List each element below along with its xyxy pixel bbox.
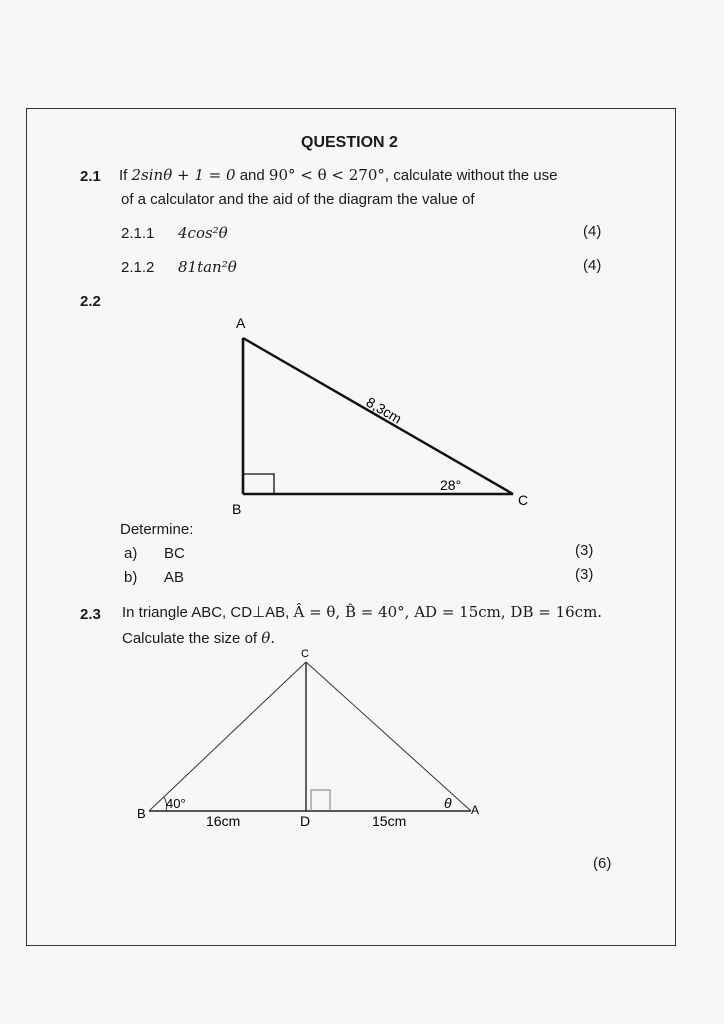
q2-3-givens: Â = θ, B̂ = 40°, AD = 15cm, DB = 16cm. — [293, 603, 603, 621]
q2-2-a-text: BC — [164, 545, 185, 562]
q2-2-b-text: AB — [164, 569, 185, 586]
q2-1-equation: 2sinθ + 1 = 0 — [131, 166, 236, 184]
q2-2-number: 2.2 — [80, 293, 101, 310]
q2-2-a-marks: (3) — [575, 542, 594, 559]
q2-2-determine: Determine: — [120, 521, 194, 538]
vertex-label-c: C — [301, 648, 309, 660]
q2-1-if: If — [119, 167, 132, 184]
q2-1-1-marks: (4) — [583, 223, 602, 240]
q2-2-b-label: b) — [124, 569, 138, 586]
angle-a-label: θ — [444, 795, 452, 811]
bd-length-label: 16cm — [206, 813, 241, 829]
vertex-label-a: A — [236, 315, 246, 331]
hypotenuse-length-label: 8,3cm — [363, 393, 405, 427]
side-ca — [306, 662, 471, 811]
q2-1-1-expression: 4cos²θ — [178, 224, 228, 242]
q2-1-range: 90° < θ < 270° — [268, 166, 385, 184]
side-bc — [149, 662, 306, 811]
q2-1-2-marks: (4) — [583, 257, 602, 274]
q2-2-b-marks: (3) — [575, 566, 594, 583]
q2-3-theta: θ. — [261, 629, 276, 647]
right-angle-mark-d — [311, 790, 330, 811]
vertex-label-c: C — [518, 492, 529, 508]
q2-3-statement: In triangle ABC, CD⊥AB, — [122, 604, 294, 621]
q2-1-and: and — [235, 167, 269, 184]
angle-c-label: 28° — [440, 477, 462, 493]
vertex-label-b: B — [137, 806, 146, 821]
q2-1-rest: , calculate without the use — [384, 167, 558, 184]
vertex-label-b: B — [232, 501, 242, 517]
da-length-label: 15cm — [372, 813, 407, 829]
q2-3-number: 2.3 — [80, 606, 101, 623]
q2-1-2-number: 2.1.2 — [121, 259, 155, 276]
vertex-label-a: A — [471, 803, 480, 817]
q2-1-2-expression: 81tan²θ — [178, 258, 237, 276]
q2-1-1-number: 2.1.1 — [121, 225, 155, 242]
angle-b-label: 40° — [166, 796, 186, 811]
q2-3-marks: (6) — [593, 855, 612, 872]
q2-3-instruction: Calculate the size of — [122, 630, 262, 647]
vertex-label-d: D — [300, 813, 311, 829]
q2-1-number: 2.1 — [80, 168, 101, 185]
q2-1-line2: of a calculator and the aid of the diagram the value of — [121, 191, 475, 208]
q2-2-a-label: a) — [124, 545, 138, 562]
question-title: QUESTION 2 — [301, 134, 398, 151]
